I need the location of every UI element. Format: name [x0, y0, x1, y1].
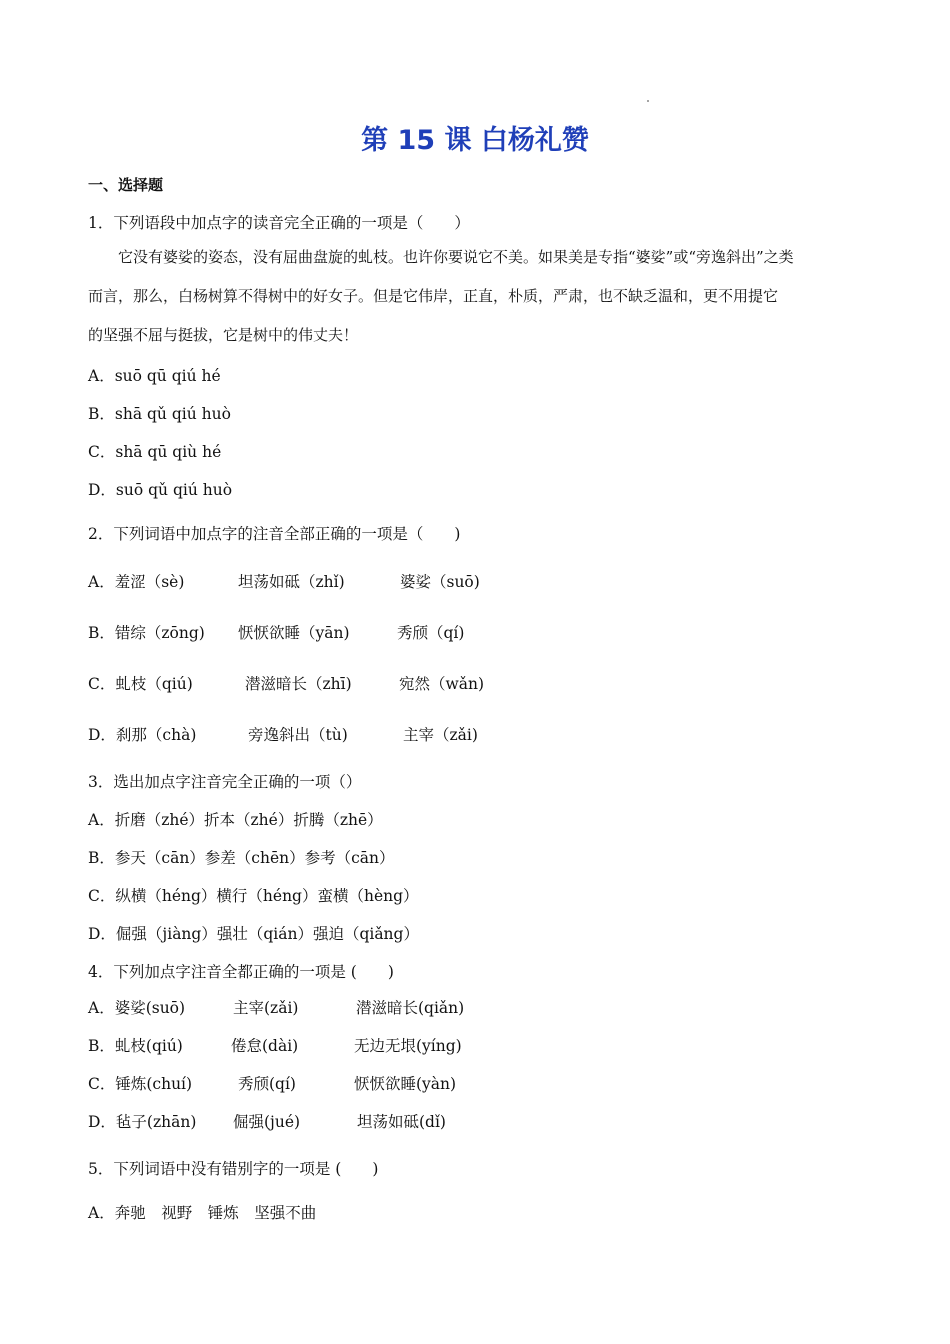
question-1-option-d: D．suō qǔ qiú huò: [88, 481, 233, 499]
question-3-option-c: C．纵横（héng）横行（héng）蛮横（hèng）: [88, 887, 419, 905]
question-4-option-d-item: D．毡子(zhān): [88, 1113, 197, 1131]
question-5-stem: 5．下列词语中没有错别字的一项是 ( ): [88, 1160, 379, 1178]
question-4-option-d-item: 倔强(jué): [233, 1113, 301, 1131]
question-2-stem: 2．下列词语中加点字的注音全部正确的一项是（ ): [88, 525, 461, 543]
question-5-option-a: A．奔驰 视野 锤炼 坚强不曲: [88, 1204, 317, 1222]
question-4-option-b-item: 倦怠(dài): [231, 1037, 299, 1055]
question-4-option-b-item: 无边无垠(yíng): [354, 1037, 462, 1055]
question-2-option-a-item: 婆娑（suō): [400, 573, 480, 591]
question-3-option-b: B．参天（cān）参差（chēn）参考（cān）: [88, 849, 395, 867]
question-4-option-a-item: 潜滋暗长(qiǎn): [356, 999, 465, 1017]
question-4-option-c-item: C．锤炼(chuí): [88, 1075, 193, 1093]
question-2-option-c-item: 潜滋暗长（zhī): [245, 675, 352, 693]
question-1-passage-line: 的坚强不屈与挺拔，它是树中的伟丈夫！: [88, 326, 359, 344]
question-2-option-a-item: A．羞涩（sè): [88, 573, 185, 591]
question-4-option-d-item: 坦荡如砥(dǐ): [357, 1113, 446, 1131]
question-2-option-d-item: 主宰（zǎi): [403, 726, 478, 744]
question-1-option-b: B．shā qǔ qiú huò: [88, 405, 231, 423]
question-3-option-a: A．折磨（zhé）折本（zhé）折腾（zhē）: [88, 811, 383, 829]
question-2-option-c-item: 宛然（wǎn): [399, 675, 485, 693]
question-4-option-a-item: A．婆娑(suō): [88, 999, 186, 1017]
question-2-option-b-item: 秀颀（qí): [397, 624, 465, 642]
question-1-option-c: C．shā qū qiù hé: [88, 443, 222, 461]
page-title: 第 15 课 白杨礼赞: [361, 125, 589, 156]
question-2-option-a-item: 坦荡如砥（zhǐ): [238, 573, 345, 591]
question-1-passage-line: 而言，那么，白杨树算不得树中的好女子。但是它伟岸，正直，朴质，严肃，也不缺乏温和，更不用提它: [88, 287, 779, 305]
question-4-stem: 4．下列加点字注音全都正确的一项是 ( ): [88, 963, 394, 981]
question-2-option-d-item: 旁逸斜出（tù): [248, 726, 348, 744]
question-4-option-b-item: B．虬枝(qiú): [88, 1037, 183, 1055]
question-2-option-d-item: D．刹那（chà): [88, 726, 197, 744]
stray-dot: [647, 100, 649, 102]
question-4-option-c-item: 秀颀(qí): [238, 1075, 296, 1093]
question-3-stem: 3．选出加点字注音完全正确的一项（）: [88, 773, 362, 791]
question-1-stem: 1．下列语段中加点字的读音完全正确的一项是（ ）: [88, 214, 470, 232]
question-4-option-a-item: 主宰(zǎi): [233, 999, 299, 1017]
question-2-option-c-item: C．虬枝（qiú): [88, 675, 193, 693]
question-4-option-c-item: 恹恹欲睡(yàn): [354, 1075, 457, 1093]
question-3-option-d: D．倔强（jiàng）强壮（qián）强迫（qiǎng）: [88, 925, 419, 943]
question-2-option-b-item: 恹恹欲睡（yān): [238, 624, 350, 642]
section-heading: 一、选择题: [88, 176, 164, 194]
question-2-option-b-item: B．错综（zōng): [88, 624, 205, 642]
question-1-passage-line: 它没有婆娑的姿态，没有屈曲盘旋的虬枝。也许你要说它不美。如果美是专指“婆娑”或“旁逸斜出”之类: [118, 248, 794, 266]
question-1-option-a: A．suō qū qiú hé: [88, 367, 221, 385]
